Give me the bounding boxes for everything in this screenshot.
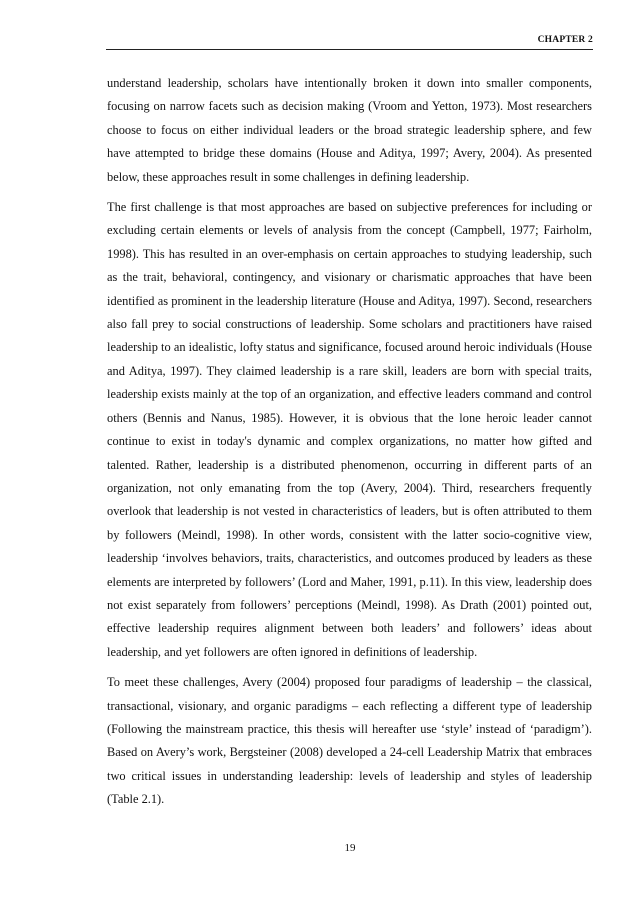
paragraph-2: The first challenge is that most approaches are based on subjective preferences for including or excluding certain elements or levels of analysis from the concept (Campbell, 1977; Fairholm, 1998). This has resulted in an over-emphasis on certain approaches to studying leadership, such as the trait, behavioral, contingency, and visionary or charismatic approaches that have been identified as prominent in the leadership literature (House and Aditya, 1997). Second, researchers also fall prey to social constructions of leadership. Some scholars and practitioners have raised leadership to an idealistic, lofty status and significance, focused around heroic individuals (House and Aditya, 1997). They claimed leadership is a rare skill, leaders are born with special traits, leadership exists mainly at the top of an organization, and effective leaders command and control others (Bennis and Nanus, 1985). However, it is obvious that the lone heroic leader cannot continue to exist in today's dynamic and complex organizations, no matter how gifted and talented. Rather, leadership is a distributed phenomenon, occurring in different parts of an organization, not only emanating from the top (Avery, 2004). Third, researchers frequently overlook that leadership is not vested in characteristics of leaders, but is often attributed to them by followers (Meindl, 1998). In other words, consistent with the latter socio-cognitive view, leadership ‘involves behaviors, traits, characteristics, and outcomes produced by leaders as these elements are interpreted by followers’ (Lord and Maher, 1991, p.11). In this view, leadership does not exist separately from followers’ perceptions (Meindl, 1998). As Drath (2001) pointed out, effective leadership requires alignment between both leaders’ and followers’ ideas about leadership, and yet followers are often ignored in definitions of leadership. <box>107 200 592 659</box>
paragraph-3: To meet these challenges, Avery (2004) proposed four paradigms of leadership – the classical, transactional, visionary, and organic paradigms – each reflecting a different type of leadership (Following the mainstream practice, this thesis will hereafter use ‘style’ instead of ‘paradigm’). Based on Avery’s work, Bergsteiner (2008) developed a 24-cell Leadership Matrix that embraces two critical issues in understanding leadership: levels of leadership and styles of leadership (Table 2.1). <box>107 675 592 807</box>
body-text <box>107 72 592 812</box>
paragraph-1: understand leadership, scholars have intentionally broken it down into smaller components, focusing on narrow facets such as decision making (Vroom and Yetton, 1973). Most researchers choose to focus on either individual leaders or the broad strategic leadership sphere, and few have attempted to bridge these domains (House and Aditya, 1997; Avery, 2004). As presented below, these approaches result in some challenges in defining leadership. <box>107 76 592 184</box>
header-divider <box>106 49 593 50</box>
page-number: 19 <box>344 842 356 854</box>
chapter-header: CHAPTER 2 <box>537 35 593 45</box>
